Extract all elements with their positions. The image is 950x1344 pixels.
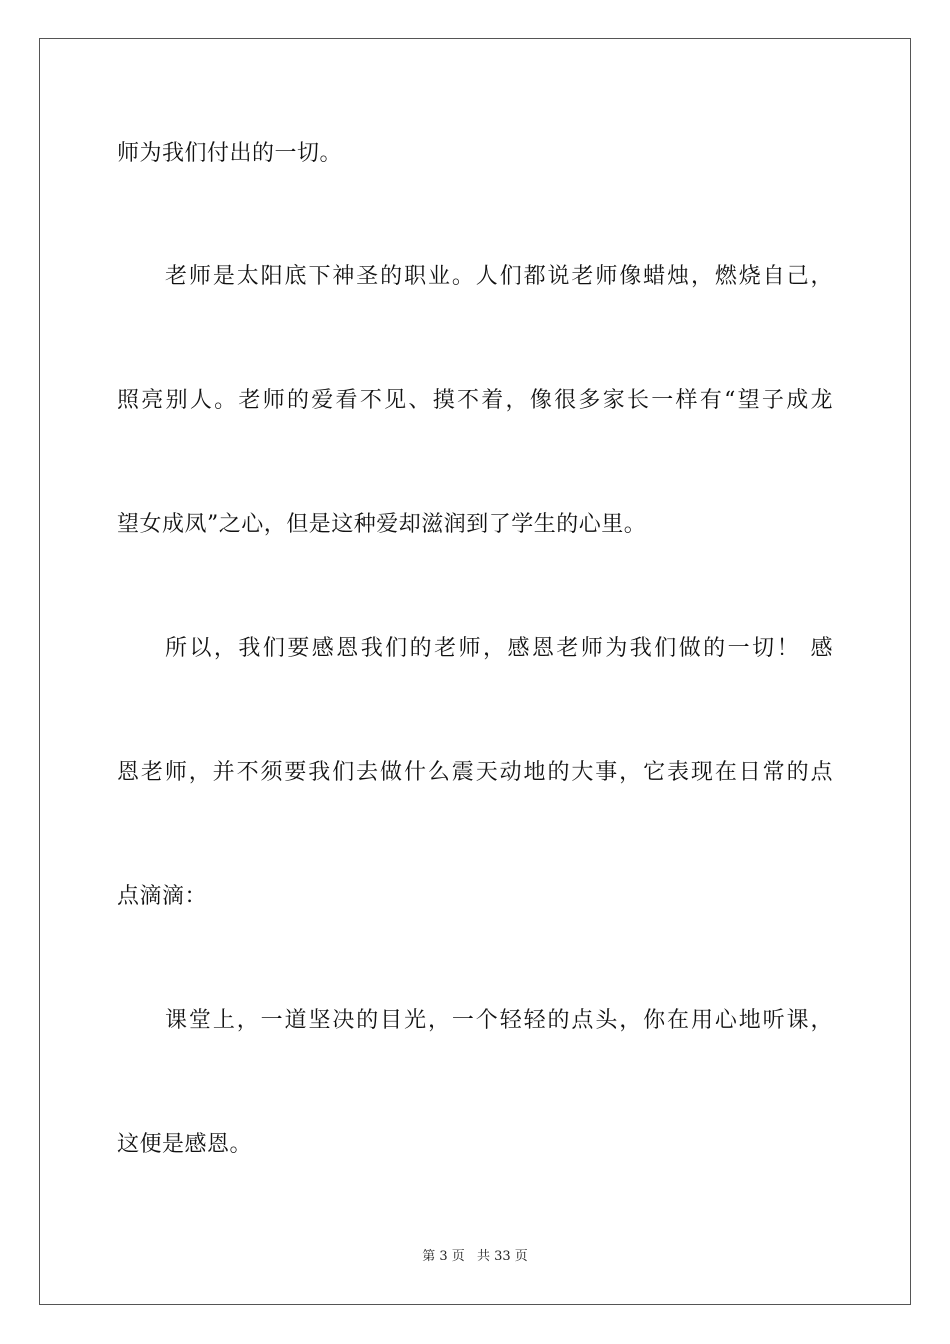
text-line-2: 老师是太阳底下神圣的职业。人们都说老师像蜡烛，燃烧自己， [165,264,833,289]
text-line-5: 所以，我们要感恩我们的老师，感恩老师为我们做的一切！ 感 [165,636,833,661]
page-frame [39,38,911,1305]
text-line-6: 恩老师，并不须要我们去做什么震天动地的大事，它表现在日常的点 [117,760,833,785]
page-number: 第 3 页 [422,1249,465,1264]
text-line-7: 点滴滴： [117,884,208,909]
text-line-4: 望女成凤”之心，但是这种爱却滋润到了学生的心里。 [117,512,647,537]
text-line-3: 照亮别人。老师的爱看不见、摸不着，像很多家长一样有“望子成龙 [117,388,833,413]
text-line-8: 课堂上，一道坚决的目光，一个轻轻的点头，你在用心地听课， [165,1008,833,1033]
page-footer [0,1249,950,1265]
text-line-9: 这便是感恩。 [117,1132,253,1157]
text-line-1: 师为我们付出的一切。 [117,141,343,166]
page-total: 共 33 页 [476,1249,528,1264]
